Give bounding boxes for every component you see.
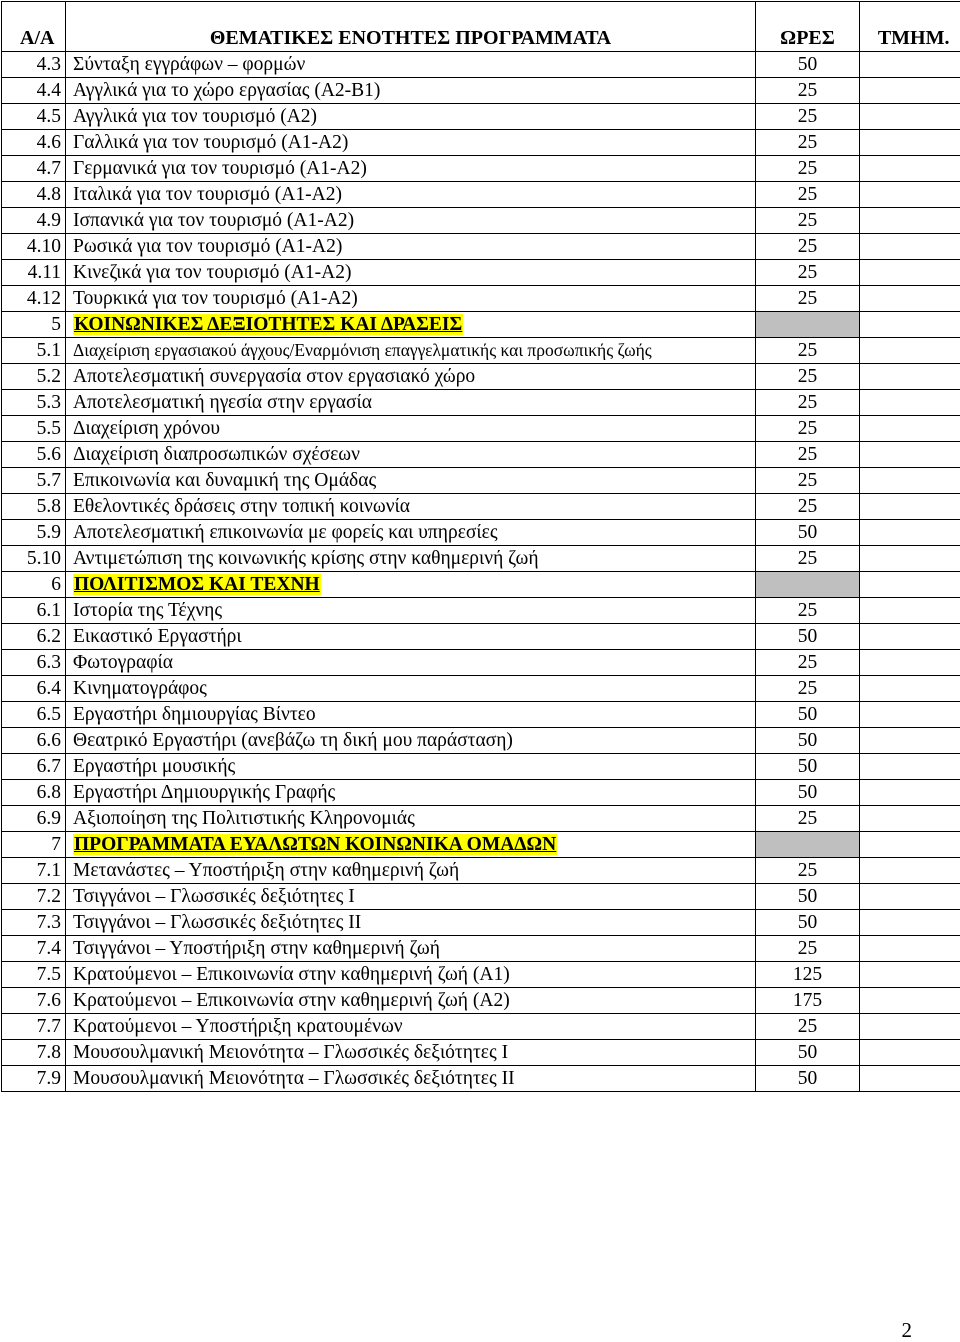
row-hours: 50: [756, 728, 860, 754]
row-title: Εθελοντικές δράσεις στην τοπική κοινωνία: [66, 494, 756, 520]
table-row: [2, 286, 960, 312]
row-title: Εργαστήρι Δημιουργικής Γραφής: [66, 780, 756, 806]
row-dept: [860, 52, 960, 78]
row-code: 6.3: [2, 650, 66, 676]
row-hours: 25: [756, 286, 860, 312]
row-hours: 25: [756, 650, 860, 676]
table-row: [2, 468, 960, 494]
row-code: 4.10: [2, 234, 66, 260]
table-header-row: [2, 2, 960, 52]
row-dept: [860, 624, 960, 650]
table-row: [2, 650, 960, 676]
row-code: 4.11: [2, 260, 66, 286]
row-code: 6.1: [2, 598, 66, 624]
row-dept: [860, 1066, 960, 1092]
row-hours: 25: [756, 546, 860, 572]
row-code: 7.3: [2, 910, 66, 936]
row-dept: [860, 650, 960, 676]
row-hours: 25: [756, 78, 860, 104]
row-title: Τσιγγάνοι – Γλωσσικές δεξιότητες ΙΙ: [66, 910, 756, 936]
row-title: Αποτελεσματική συνεργασία στον εργασιακό χώρο: [66, 364, 756, 390]
row-code: 7.4: [2, 936, 66, 962]
section-title: ΠΟΛΙΤΙΣΜΟΣ ΚΑΙ ΤΕΧΝΗ: [74, 574, 320, 595]
row-dept: [860, 208, 960, 234]
row-title: Διαχείριση διαπροσωπικών σχέσεων: [66, 442, 756, 468]
page-number: 2: [901, 1318, 912, 1342]
table-row: [2, 52, 960, 78]
section-hours-cell: [756, 312, 860, 338]
row-dept: [860, 832, 960, 858]
table-row: [2, 988, 960, 1014]
row-hours: 25: [756, 208, 860, 234]
row-code: 6: [2, 572, 66, 598]
row-code: 4.8: [2, 182, 66, 208]
row-hours: 175: [756, 988, 860, 1014]
table-row: [2, 702, 960, 728]
row-title: Κρατούμενοι – Επικοινωνία στην καθημερινή ζωή (Α2): [66, 988, 756, 1014]
row-hours: 50: [756, 884, 860, 910]
row-hours: 25: [756, 676, 860, 702]
row-code: 6.8: [2, 780, 66, 806]
row-dept: [860, 962, 960, 988]
section-row: [2, 832, 960, 858]
row-code: 7.8: [2, 1040, 66, 1066]
row-hours: 25: [756, 494, 860, 520]
table-row: [2, 260, 960, 286]
row-title: Τουρκικά για τον τουρισμό (Α1-Α2): [66, 286, 756, 312]
row-title: Αξιοποίηση της Πολιτιστικής Κληρονομιάς: [66, 806, 756, 832]
row-code: 6.9: [2, 806, 66, 832]
table-row: [2, 156, 960, 182]
row-title: Σύνταξη εγγράφων – φορμών: [66, 52, 756, 78]
table-row: [2, 1014, 960, 1040]
table-row: [2, 78, 960, 104]
row-code: 5.10: [2, 546, 66, 572]
row-title: Κρατούμενοι – Επικοινωνία στην καθημερινή ζωή (Α1): [66, 962, 756, 988]
row-title: Κινηματογράφος: [66, 676, 756, 702]
row-code: 4.6: [2, 130, 66, 156]
row-title: Κρατούμενοι – Υποστήριξη κρατουμένων: [66, 1014, 756, 1040]
row-title: Επικοινωνία και δυναμική της Ομάδας: [66, 468, 756, 494]
row-dept: [860, 364, 960, 390]
row-title: Θεατρικό Εργαστήρι (ανεβάζω τη δική μου παράσταση): [66, 728, 756, 754]
row-title: Εργαστήρι δημιουργίας Βίντεο: [66, 702, 756, 728]
row-hours: 50: [756, 754, 860, 780]
row-code: 6.7: [2, 754, 66, 780]
row-hours: 25: [756, 130, 860, 156]
row-dept: [860, 676, 960, 702]
section-hours-cell: [756, 572, 860, 598]
row-hours: 125: [756, 962, 860, 988]
row-code: 5.5: [2, 416, 66, 442]
section-title-cell: [66, 832, 756, 858]
row-hours: 25: [756, 182, 860, 208]
row-title: Αποτελεσματική ηγεσία στην εργασία: [66, 390, 756, 416]
row-hours: 25: [756, 234, 860, 260]
header-hours: ΩΡΕΣ: [756, 2, 860, 52]
row-title: Διαχείριση εργασιακού άγχους/Εναρμόνιση επαγγελματικής και προσωπικής ζωής: [66, 338, 756, 364]
row-title: Ιστορία της Τέχνης: [66, 598, 756, 624]
row-code: 7.7: [2, 1014, 66, 1040]
table-row: [2, 624, 960, 650]
header-dept: ΤΜΗΜ.: [860, 2, 960, 52]
row-dept: [860, 494, 960, 520]
row-title: Μετανάστες – Υποστήριξη στην καθημερινή ζωή: [66, 858, 756, 884]
program-table: [1, 1, 960, 1092]
row-dept: [860, 728, 960, 754]
row-code: 4.7: [2, 156, 66, 182]
row-dept: [860, 130, 960, 156]
row-code: 5.6: [2, 442, 66, 468]
row-hours: 50: [756, 52, 860, 78]
row-code: 4.12: [2, 286, 66, 312]
section-title: ΚΟΙΝΩΝΙΚΕΣ ΔΕΞΙΟΤΗΤΕΣ ΚΑΙ ΔΡΑΣΕΙΣ: [74, 314, 463, 335]
row-dept: [860, 416, 960, 442]
table-row: [2, 858, 960, 884]
section-title-cell: [66, 572, 756, 598]
row-title: Εργαστήρι μουσικής: [66, 754, 756, 780]
row-hours: 25: [756, 936, 860, 962]
row-code: 5.3: [2, 390, 66, 416]
row-dept: [860, 1014, 960, 1040]
row-title: Τσιγγάνοι – Γλωσσικές δεξιότητες Ι: [66, 884, 756, 910]
row-hours: 25: [756, 858, 860, 884]
row-dept: [860, 754, 960, 780]
row-hours: 50: [756, 624, 860, 650]
section-row: [2, 572, 960, 598]
row-dept: [860, 468, 960, 494]
row-code: 7.2: [2, 884, 66, 910]
row-code: 6.5: [2, 702, 66, 728]
table-row: [2, 104, 960, 130]
row-title: Μουσουλμανική Μειονότητα – Γλωσσικές δεξιότητες ΙΙ: [66, 1066, 756, 1092]
row-dept: [860, 936, 960, 962]
row-title: Γερμανικά για τον τουρισμό (Α1-Α2): [66, 156, 756, 182]
row-dept: [860, 884, 960, 910]
table-row: [2, 728, 960, 754]
table-row: [2, 208, 960, 234]
row-hours: 50: [756, 520, 860, 546]
row-hours: 50: [756, 910, 860, 936]
row-code: 7.9: [2, 1066, 66, 1092]
table-row: [2, 910, 960, 936]
row-code: 5.9: [2, 520, 66, 546]
row-hours: 25: [756, 260, 860, 286]
row-dept: [860, 156, 960, 182]
table-row: [2, 364, 960, 390]
table-row: [2, 494, 960, 520]
row-title: Γαλλικά για τον τουρισμό (Α1-Α2): [66, 130, 756, 156]
header-code: Α/Α: [2, 2, 66, 52]
row-title: Ρωσικά για τον τουρισμό (Α1-Α2): [66, 234, 756, 260]
row-title: Αντιμετώπιση της κοινωνικής κρίσης στην καθημερινή ζωή: [66, 546, 756, 572]
row-code: 7: [2, 832, 66, 858]
section-hours-cell: [756, 832, 860, 858]
row-title: Ισπανικά για τον τουρισμό (Α1-Α2): [66, 208, 756, 234]
row-code: 5.8: [2, 494, 66, 520]
row-code: 7.1: [2, 858, 66, 884]
row-hours: 50: [756, 702, 860, 728]
row-dept: [860, 234, 960, 260]
row-title: Ιταλικά για τον τουρισμό (Α1-Α2): [66, 182, 756, 208]
table-row: [2, 962, 960, 988]
row-title: Τσιγγάνοι – Υποστήριξη στην καθημερινή ζωή: [66, 936, 756, 962]
row-title: Αγγλικά για τον τουρισμό (Α2): [66, 104, 756, 130]
row-dept: [860, 780, 960, 806]
row-code: 5.7: [2, 468, 66, 494]
row-title: Μουσουλμανική Μειονότητα – Γλωσσικές δεξιότητες Ι: [66, 1040, 756, 1066]
row-code: 6.4: [2, 676, 66, 702]
row-hours: 25: [756, 338, 860, 364]
row-code: 6.2: [2, 624, 66, 650]
row-dept: [860, 312, 960, 338]
row-code: 5.2: [2, 364, 66, 390]
table-row: [2, 1040, 960, 1066]
row-hours: 25: [756, 598, 860, 624]
row-code: 4.5: [2, 104, 66, 130]
table-row: [2, 442, 960, 468]
row-dept: [860, 546, 960, 572]
table-row: [2, 884, 960, 910]
row-hours: 25: [756, 390, 860, 416]
section-title-cell: [66, 312, 756, 338]
table-row: [2, 182, 960, 208]
row-hours: 25: [756, 104, 860, 130]
table-row: [2, 416, 960, 442]
table-row: [2, 598, 960, 624]
row-dept: [860, 572, 960, 598]
table-row: [2, 936, 960, 962]
header-title: ΘΕΜΑΤΙΚΕΣ ΕΝΟΤΗΤΕΣ ΠΡΟΓΡΑΜΜΑΤΑ: [66, 2, 756, 52]
row-dept: [860, 858, 960, 884]
row-title: Κινεζικά για τον τουρισμό (Α1-Α2): [66, 260, 756, 286]
row-dept: [860, 260, 960, 286]
table-row: [2, 676, 960, 702]
row-hours: 25: [756, 156, 860, 182]
row-dept: [860, 442, 960, 468]
row-dept: [860, 520, 960, 546]
table-row: [2, 806, 960, 832]
row-title: Φωτογραφία: [66, 650, 756, 676]
row-title: Αγγλικά για το χώρο εργασίας (Α2-Β1): [66, 78, 756, 104]
table-row: [2, 780, 960, 806]
section-title: ΠΡΟΓΡΑΜΜΑΤΑ ΕΥΑΛΩΤΩΝ ΚΟΙΝΩΝΙΚΑ ΟΜΑΔΩΝ: [74, 834, 557, 855]
row-dept: [860, 988, 960, 1014]
row-code: 4.3: [2, 52, 66, 78]
row-dept: [860, 338, 960, 364]
table-row: [2, 1066, 960, 1092]
row-dept: [860, 104, 960, 130]
row-dept: [860, 910, 960, 936]
row-code: 4.4: [2, 78, 66, 104]
row-code: 5: [2, 312, 66, 338]
row-title: Διαχείριση χρόνου: [66, 416, 756, 442]
row-hours: 25: [756, 1014, 860, 1040]
table-body: [2, 2, 960, 1092]
row-hours: 25: [756, 442, 860, 468]
row-code: 5.1: [2, 338, 66, 364]
row-code: 7.5: [2, 962, 66, 988]
row-dept: [860, 182, 960, 208]
table-row: [2, 234, 960, 260]
table-row: [2, 546, 960, 572]
table-row: [2, 520, 960, 546]
row-hours: 50: [756, 1066, 860, 1092]
table-row: [2, 754, 960, 780]
row-code: 4.9: [2, 208, 66, 234]
row-hours: 25: [756, 364, 860, 390]
table-row: [2, 130, 960, 156]
row-code: 6.6: [2, 728, 66, 754]
row-code: 7.6: [2, 988, 66, 1014]
row-dept: [860, 598, 960, 624]
row-dept: [860, 702, 960, 728]
table-row: [2, 338, 960, 364]
row-hours: 25: [756, 806, 860, 832]
row-hours: 25: [756, 416, 860, 442]
row-title: Εικαστικό Εργαστήρι: [66, 624, 756, 650]
row-dept: [860, 286, 960, 312]
row-hours: 50: [756, 1040, 860, 1066]
row-hours: 25: [756, 468, 860, 494]
section-row: [2, 312, 960, 338]
row-dept: [860, 78, 960, 104]
row-title: Αποτελεσματική επικοινωνία με φορείς και υπηρεσίες: [66, 520, 756, 546]
row-dept: [860, 1040, 960, 1066]
row-hours: 50: [756, 780, 860, 806]
row-dept: [860, 806, 960, 832]
table-row: [2, 390, 960, 416]
row-dept: [860, 390, 960, 416]
